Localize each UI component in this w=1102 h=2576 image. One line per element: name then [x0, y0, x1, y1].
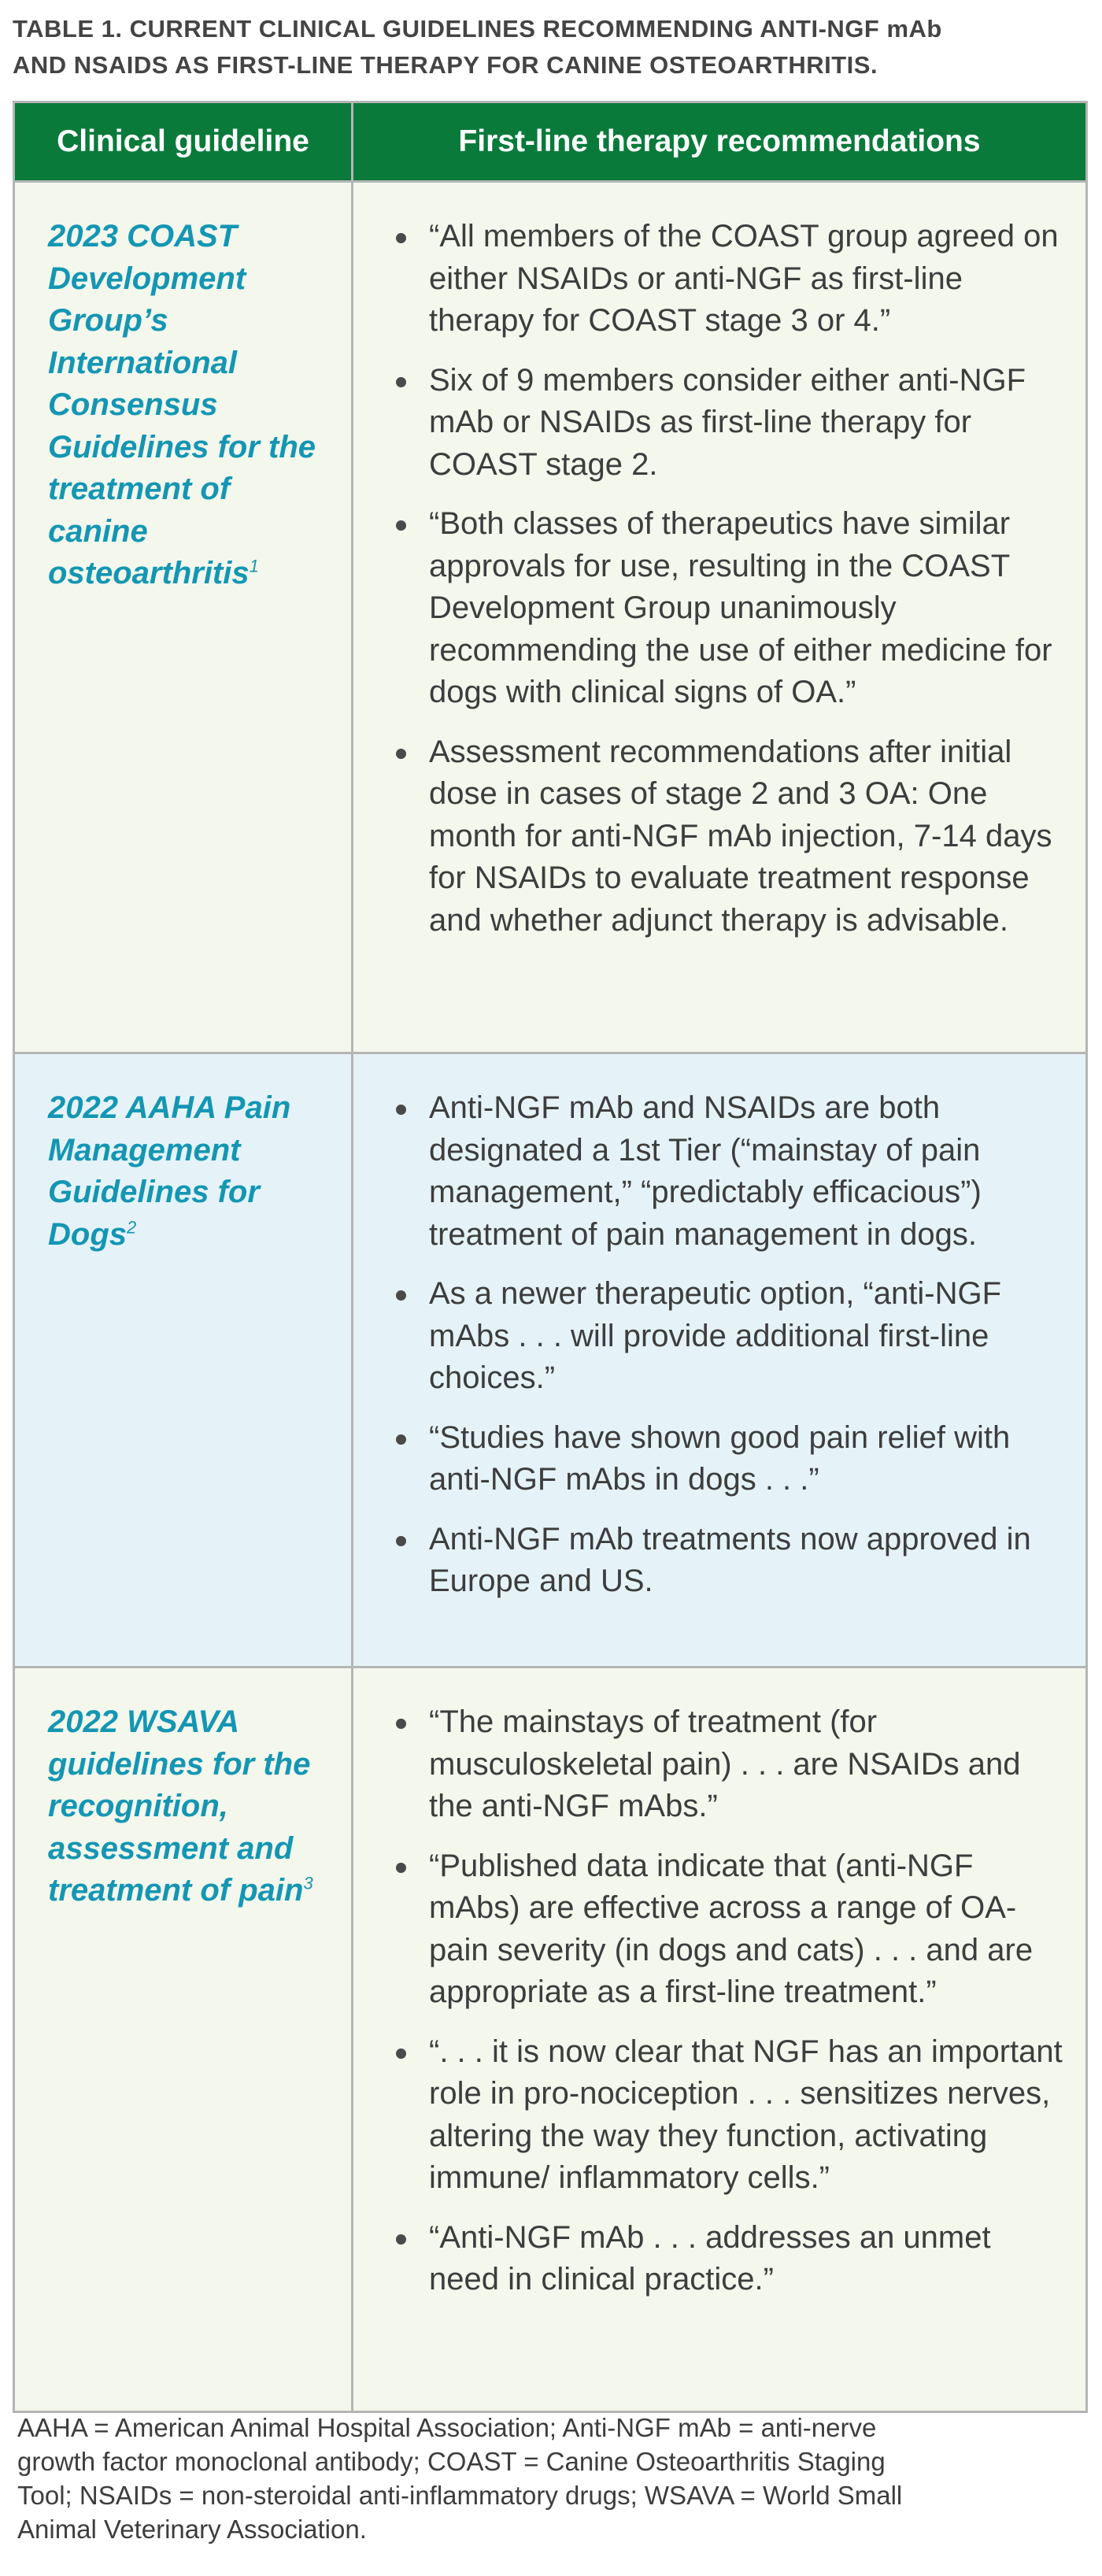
bullet-icon	[396, 2049, 406, 2059]
list-item	[396, 731, 1067, 942]
guideline-cell	[15, 1668, 353, 2411]
list-item	[396, 1273, 1067, 1400]
guideline-title	[48, 216, 335, 595]
recommendation-text: “Anti-NGF mAb . . . addresses an unmet need in clinical practice.”	[429, 2219, 991, 2297]
list-item	[396, 1087, 1067, 1256]
list-item	[396, 1701, 1067, 1828]
list-item	[396, 360, 1067, 487]
recommendation-list	[396, 216, 1067, 942]
list-item	[396, 503, 1067, 714]
recommendation-list	[396, 1087, 1067, 1603]
table-row-wsava	[15, 1666, 1085, 2411]
reference-number: 1	[249, 556, 259, 576]
bullet-icon	[396, 377, 406, 387]
recommendations-cell	[353, 183, 1085, 1052]
bullet-icon	[396, 1290, 406, 1301]
table-header-row	[15, 103, 1085, 180]
bullet-icon	[396, 2234, 406, 2245]
footnote-line-2: growth factor monoclonal antibody; COAST = Canine Osteoarthritis Staging	[17, 2447, 886, 2476]
bullet-icon	[396, 1536, 406, 1546]
footnote-line-1: AAHA = American Animal Hospital Association; Anti-NGF mAb = anti-nerve	[17, 2413, 877, 2442]
list-item	[396, 1417, 1067, 1501]
guideline-name: 2023 COAST Development Group’s International Consensus Guidelines for the treatment of canine osteoarthritis	[48, 219, 316, 590]
abbreviations-footnote	[17, 2411, 1088, 2546]
table-row-aaha	[15, 1052, 1085, 1666]
reference-number: 2	[127, 1217, 137, 1238]
recommendation-text: Six of 9 members consider either anti-NGF mAb or NSAIDs as first-line therapy for COAST stage 2.	[429, 362, 1026, 482]
list-item	[396, 2217, 1067, 2301]
footnote-line-3: Tool; NSAIDs = non-steroidal anti-inflammatory drugs; WSAVA = World Small	[17, 2481, 903, 2510]
reference-number: 3	[303, 1873, 313, 1893]
recommendation-text: “All members of the COAST group agreed on either NSAIDs or anti-NGF as first-line therapy for COAST stage 3 or 4.”	[429, 219, 1059, 338]
list-item	[396, 1519, 1067, 1603]
recommendation-text: As a newer therapeutic option, “anti-NGF mAbs . . . will provide additional first-line choices.”	[429, 1276, 1002, 1395]
bullet-icon	[396, 749, 406, 759]
recommendations-cell	[353, 1668, 1085, 2411]
header-clinical-guideline: Clinical guideline	[15, 103, 353, 180]
bullet-icon	[396, 520, 406, 531]
guidelines-table	[13, 101, 1088, 2413]
recommendation-text: “Studies have shown good pain relief with anti-NGF mAbs in dogs . . .”	[429, 1419, 1011, 1497]
bullet-icon	[396, 1105, 406, 1115]
bullet-icon	[396, 1863, 406, 1873]
recommendation-text: Assessment recommendations after initial dose in cases of stage 2 and 3 OA: One month for anti-NGF mAb injection, 7-14 days for NSAIDs to evaluate treatment response and whether adjunct therapy is advisable.	[429, 734, 1052, 938]
table-row-coast	[15, 180, 1085, 1052]
recommendation-list	[396, 1701, 1067, 2301]
bullet-icon	[396, 233, 406, 243]
recommendation-text: “The mainstays of treatment (for musculoskeletal pain) . . . are NSAIDs and the anti-NGF mAbs.”	[429, 1704, 1021, 1823]
guideline-cell	[15, 1054, 353, 1666]
recommendation-text: Anti-NGF mAb treatments now approved in Europe and US.	[429, 1521, 1031, 1598]
guideline-title	[48, 1701, 335, 1912]
recommendation-text: “. . . it is now clear that NGF has an important role in pro-nociception . . . sensitizes nerves, altering the way they function, activating immune/ inflammatory cells.”	[429, 2034, 1063, 2195]
list-item	[396, 2031, 1067, 2200]
guideline-cell	[15, 183, 353, 1052]
caption-line-1: TABLE 1. CURRENT CLINICAL GUIDELINES RECOMMENDING ANTI-NGF mAb	[13, 15, 942, 43]
footnote-line-4: Animal Veterinary Association.	[17, 2515, 367, 2544]
recommendation-text: “Both classes of therapeutics have similar approvals for use, resulting in the COAST Development Group unanimously recommending the use of either medicine for dogs with clinical signs of OA.”	[429, 506, 1052, 709]
guideline-name: 2022 WSAVA guidelines for the recognition, assessment and treatment of pain	[48, 1704, 311, 1908]
recommendation-text: “Published data indicate that (anti-NGF mAbs) are effective across a range of OA-pain severity (in dogs and cats) . . . and are appropriate as a first-line treatment.”	[429, 1848, 1034, 2009]
recommendations-cell	[353, 1054, 1085, 1666]
bullet-icon	[396, 1719, 406, 1729]
list-item	[396, 216, 1067, 342]
guideline-name: 2022 AAHA Pain Management Guidelines for Dogs	[48, 1090, 291, 1252]
recommendation-text: Anti-NGF mAb and NSAIDs are both designated a 1st Tier (“mainstay of pain management,” “predictably efficacious”) treatment of pain management in dogs.	[429, 1090, 982, 1252]
caption-line-2: AND NSAIDS AS FIRST-LINE THERAPY FOR CANINE OSTEOARTHRITIS.	[13, 51, 878, 79]
table-caption	[13, 11, 1091, 83]
header-first-line-recommendations: First-line therapy recommendations	[458, 124, 981, 158]
bullet-icon	[396, 1434, 406, 1445]
guideline-title	[48, 1087, 335, 1256]
list-item	[396, 1845, 1067, 2014]
